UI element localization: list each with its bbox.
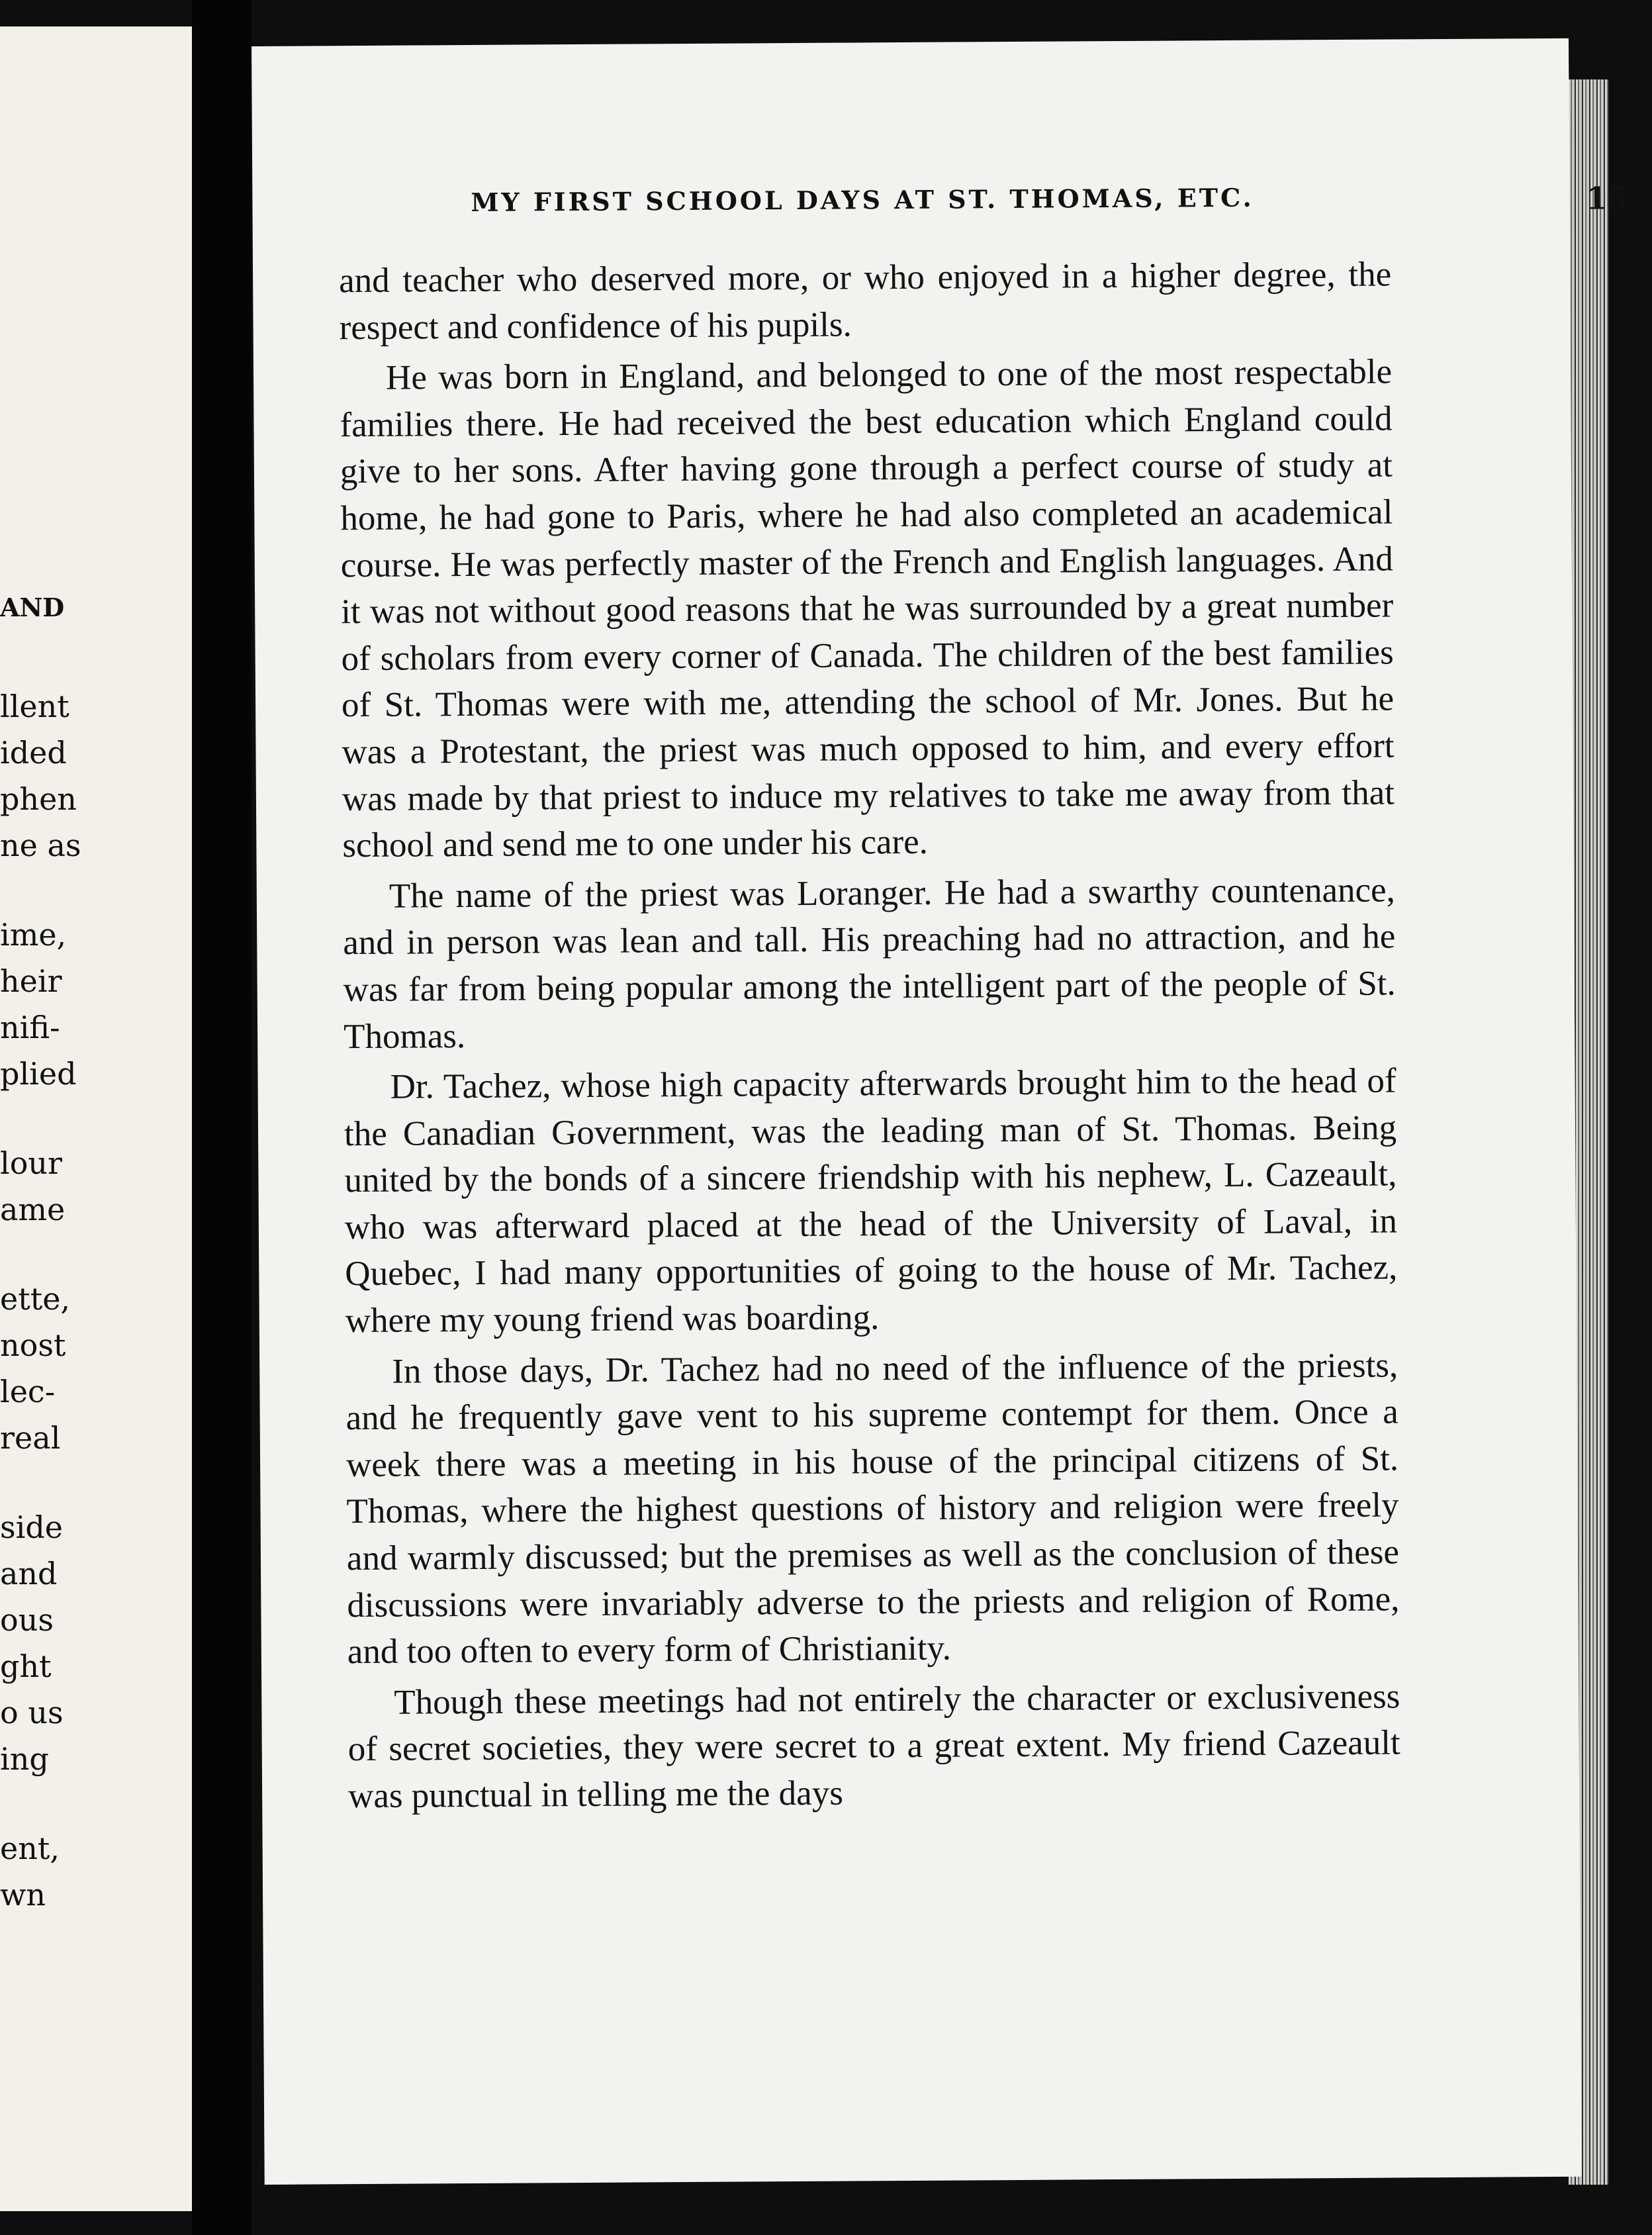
paragraph: In those days, Dr. Tachez had no need of the influence of the priests, and he frequently gave vent to his supreme contempt for them. Once a week there was a meeting in his house of the principal citizens of St. Thomas, where the highest questions of history and religion were freely and warmly discussed; but the premises as well as the conclusion of these discussions were invariably adverse to the priests and religion of Rome, and too often to every form of Christianity.: [345, 1346, 1400, 1672]
facing-page-text: ided: [0, 735, 67, 771]
facing-page-text: ne as: [0, 828, 81, 863]
facing-page-text: ette,: [0, 1281, 71, 1317]
facing-page-text: and: [0, 1556, 58, 1592]
facing-page-text: ent,: [0, 1831, 60, 1866]
facing-page-text: phen: [0, 781, 77, 817]
facing-page-text: AND: [0, 593, 65, 622]
facing-page-text: ous: [0, 1602, 54, 1638]
facing-page-text: llent: [0, 689, 69, 724]
facing-page-text: ime,: [0, 917, 67, 953]
paragraph: The name of the priest was Loranger. He had a swarthy countenance, and in person was lean and tall. His preaching had no attraction, and he was far from being popular among the intelligent part of the people of St. Thomas.: [343, 871, 1396, 1056]
book-page: [252, 38, 1629, 2185]
facing-page-text: lec-: [0, 1374, 56, 1409]
facing-page-text: ame: [0, 1192, 66, 1227]
paragraph: Dr. Tachez, whose high capacity afterwards brought him to the head of the Canadian Government, was the leading man of St. Thomas. Being united by the bonds of a sincere friendship with his nephew, L. Cazeault, who was afterward placed at the head of the University of Laval, in Quebec, I had many opportunities of going to the house of Mr. Tachez, where my young friend was boarding.: [344, 1061, 1398, 1341]
facing-page-text: nost: [0, 1327, 66, 1363]
facing-page-text: ing: [0, 1741, 49, 1777]
body-text: [339, 251, 1400, 1823]
facing-page-text: real: [0, 1420, 61, 1456]
facing-page-text: ght: [0, 1648, 52, 1684]
paragraph: Though these meetings had not entirely the character or exclusiveness of secret societies, they were secret to a great extent. My friend Cazeault was punctual in telling me the days: [347, 1677, 1400, 1816]
facing-page-fragment: [0, 26, 199, 2211]
facing-page-text: side: [0, 1509, 63, 1545]
facing-page-text: plied: [0, 1056, 77, 1092]
facing-page-text: o us: [0, 1695, 64, 1731]
facing-page-text: nifi-: [0, 1010, 60, 1045]
book-gutter: [192, 0, 252, 2235]
facing-page-text: lour: [0, 1145, 63, 1181]
facing-page-text: heir: [0, 963, 62, 999]
paragraph: He was born in England, and belonged to one of the most respectable families there. He had received the best education which England could give to her sons. After having gone through a perfect course of study at home, he had gone to Paris, where he had also completed an academical course. He was perfectly master of the French and English languages. And it was not without good reasons that he was surrounded by a great number of scholars from every corner of Canada. The children of the best families of St. Thomas were with me, attending the school of Mr. Jones. But he was a Protestant, the priest was much opposed to him, and every effort was made by that priest to induce my relatives to take me away from that school and send me to one under his care.: [340, 352, 1395, 865]
facing-page-text: wn: [0, 1877, 46, 1913]
running-head: [471, 180, 1629, 217]
paragraph: and teacher who deserved more, or who enjoyed in a higher degree, the respect and confidence of his pupils.: [338, 255, 1392, 347]
page-number: 15: [1586, 180, 1629, 216]
running-head-title: MY FIRST SCHOOL DAYS AT ST. THOMAS, ETC.: [471, 182, 1254, 217]
